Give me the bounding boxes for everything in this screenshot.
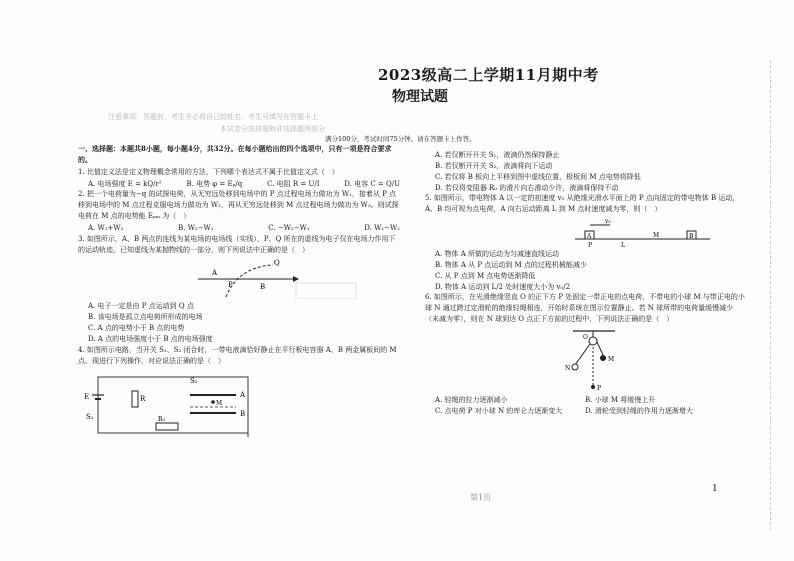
q4-option-b: B. 若仅断开开关 S₂，液滴将向下运动 — [435, 161, 553, 170]
label-e: E — [84, 392, 90, 401]
q3-option-a: A. 电子一定是由 P 点运动到 Q 点 — [88, 302, 194, 311]
label-p: P — [597, 384, 602, 392]
ball-m — [600, 355, 606, 361]
page-number: 第1页 — [470, 493, 492, 502]
q4-circuit-figure — [78, 369, 388, 437]
q5-option-b: B. 物体 A 从 P 点运动到 M 点的过程机械能减少 — [435, 260, 587, 269]
label-a: A — [212, 269, 218, 278]
q6-options-row2 — [425, 406, 745, 417]
question-2: 2. 把一个电荷量为−q 的试探电荷，从无穷远处移到电场中的 P 点过程电场力做功为 W₁，接着从 P 点移到电场中的 M 点过程克服电场力做功为 W₂，再从无穷远处移到 M 点过程电场力做功为 W₃。则试探电荷在 M 点的电势能 Eₚₘ 为（ ） — [78, 190, 399, 221]
label-v0: v₀ — [605, 218, 611, 226]
label-n: N — [565, 364, 571, 372]
field-arrow — [293, 276, 299, 282]
label-b: B — [260, 283, 266, 292]
bleed-through-text: 注意事项：答题前，考生务必将自己的姓名、考生号填写在答题卡上 — [108, 113, 318, 121]
q5-option-a: A. 物体 A 所做的运动为匀减速直线运动 — [435, 250, 560, 259]
label-m: M — [216, 399, 223, 407]
label-a: A — [587, 233, 592, 241]
exam-title: 2023级高二上学期11月期中考 — [378, 66, 599, 84]
page-corner-mark: 1 — [712, 484, 718, 494]
exam-subtitle: 物理试题 — [392, 89, 448, 105]
q6-option-b: B. 小球 M 将缓慢上升 — [585, 395, 656, 404]
label-a: A — [240, 390, 246, 399]
question-4: 4. 如图所示电路，当开关 S₁、S₂ 闭合时，一带电液滴恰好静止在平行板电容器 A、B 两金属板间的 M 点。现进行下列操作，对应说法正确的是（ ） — [78, 345, 397, 365]
charge-p — [591, 385, 595, 389]
q5-figure — [425, 217, 735, 247]
label-s2: S₂ — [190, 376, 198, 385]
section-heading: 一、选择题：本题共8小题，每小题4分，共32分。在每小题给出的四个选项中，只有一项是符合要求的。 — [78, 144, 392, 164]
right-column — [425, 150, 745, 417]
label-q: Q — [274, 259, 280, 268]
q5-option-d: D. 物体 A 运动到 L/2 处时速度大小为 v₀/2 — [435, 282, 571, 291]
label-m: M — [653, 232, 660, 240]
q6-option-d: D. 滑轮受到轻绳的作用力逐渐增大 — [585, 406, 693, 415]
q4-option-c: C. 若仅将 B 板向上平移到图中虚线位置，极板间 M 点电势将降低 — [435, 172, 641, 181]
q2-option-c: C. −W₂−W₁ — [268, 223, 310, 232]
q2-option-b: B. W₂−W₁ — [178, 223, 214, 232]
label-m: M — [608, 355, 615, 363]
label-p: P — [228, 281, 233, 290]
q2-option-d: D. W₁−W₂ — [364, 223, 400, 232]
q1-options — [78, 179, 400, 190]
q2-option-a: A. W₁+W₂ — [88, 223, 124, 232]
q4-option-d: D. 若仅将变阻器 R₀ 的滑片向右滑动少许，液滴将保持不动 — [435, 183, 619, 192]
label-r: R — [140, 394, 146, 403]
q1-option-a: A. 电场强度 E = kQ/r² — [88, 179, 162, 188]
exam-note: 满分100分，考试时间75分钟。请在答题卡上作答。 — [325, 135, 476, 143]
label-s1: S₁ — [86, 412, 94, 421]
q2-options — [78, 223, 400, 234]
q6-option-a: A. 轻绳的拉力逐渐减小 — [435, 395, 508, 404]
q3-option-c: C. A 点的电势小于 B 点的电势 — [88, 324, 185, 333]
question-1: 1. 比值定义法是定义物理概念常用的方法，下列哪个表达式不属于比值定义式（ ） — [78, 167, 339, 176]
rope-n — [575, 344, 590, 365]
question-3: 3. 如图所示，A、B 两点的连线为某电场的电场线（实线），P、Q 所在的虚线为电子仅在电场力作用下的运动轨迹，已知虚线为某抛物线的一部分，则下列说法中正确的是（ ） — [78, 234, 396, 254]
q3-option-d: D. A 点的电场强度小于 B 点的电场强度 — [88, 334, 213, 343]
q1-option-c: C. 电阻 R = U/I — [267, 179, 320, 188]
label-b: B — [689, 233, 694, 241]
q6-option-c: C. 点电荷 P 对小球 N 的库仑力逐渐变大 — [435, 406, 563, 415]
bleed-circuit — [296, 283, 356, 299]
label-o: O — [583, 333, 588, 341]
label-b: B — [240, 409, 246, 418]
question-6: 6. 如图所示，在光滑绝缘竖直 O 的正下方 P 处固定一带正电的点电荷，不带电的小球 M 与带正电的小球 N 通过跨过定滑轮的绝缘轻绳相连，开始时系统在图示位置静止。若 N 球所带的电荷量缓慢减少（未减为零），则在 N 球到达 O 点正下方前的过程中，下列说法正确的是（ ） — [425, 293, 745, 324]
q4-option-a: A. 若仅断开开关 S₁，液滴仍然保持静止 — [435, 151, 560, 159]
bleed-through-text-2: 本试卷分选择题和非选择题两部分 — [220, 125, 325, 133]
left-column — [78, 144, 400, 439]
q3-option-b: B. 该电场是孤立点电荷所形成的电场 — [88, 313, 203, 322]
label-r0: R₀ — [158, 415, 165, 423]
label-l: L — [621, 242, 625, 248]
trajectory — [226, 265, 273, 297]
q5-option-c: C. 从 P 点到 M 点电势逐渐降低 — [435, 271, 536, 280]
resistor-r — [132, 391, 138, 407]
rope-m — [597, 342, 603, 355]
rheostat-r0 — [156, 423, 178, 430]
pulley — [589, 337, 597, 345]
q1-option-d: D. 电容 C = Q/U — [344, 179, 400, 188]
binding-line — [770, 60, 772, 530]
q1-option-b: B. 电势 φ = Eₚ/q — [186, 179, 243, 188]
q6-options-row1 — [425, 395, 745, 406]
question-5: 5. 如图所示，带电物体 A 以一定的初速度 v₀ 从绝缘光滑水平面上的 P 点向固定的带电物体 B 运动，A、B 均可视为点电荷，A 向右运动距离 L 到 M 点时速度减为零，则（ ） — [425, 194, 740, 214]
q6-figure — [425, 327, 735, 393]
q3-figure — [78, 257, 388, 299]
label-p: P — [588, 242, 593, 248]
droplet-m — [211, 400, 215, 404]
ball-n — [572, 364, 578, 370]
